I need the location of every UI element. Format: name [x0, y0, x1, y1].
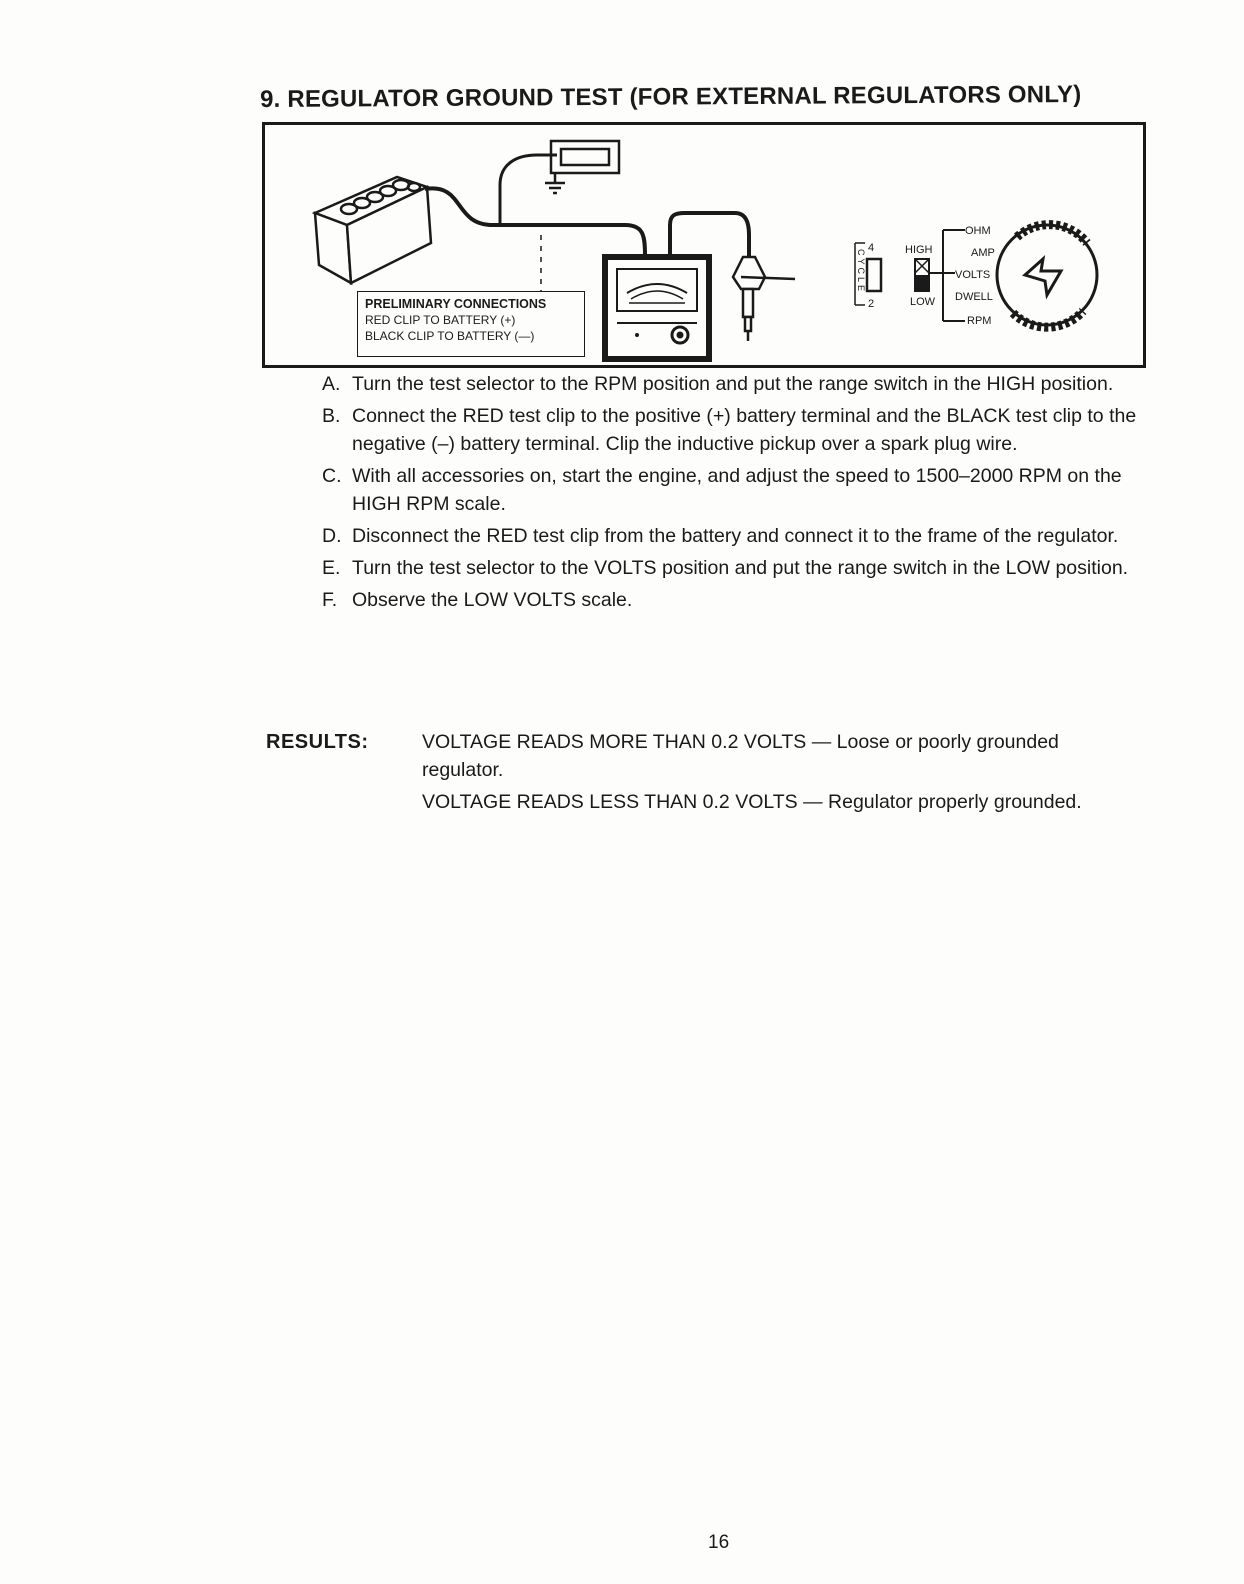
cycle-label: CYCLE: [856, 249, 866, 295]
step-letter: B.: [322, 405, 341, 427]
step-letter: A.: [322, 373, 341, 395]
step-text: Disconnect the RED test clip from the battery and connect it to the frame of the regulator.: [352, 525, 1119, 547]
step-d: [322, 522, 1142, 550]
step-letter: E.: [322, 557, 341, 579]
inductive-clamp-illustration: [733, 257, 795, 341]
tester-meter-illustration: [605, 257, 709, 359]
regulator-illustration: [545, 141, 619, 193]
battery-illustration: [315, 177, 431, 283]
step-letter: D.: [322, 525, 342, 547]
range-switch: [915, 259, 929, 291]
step-text: Turn the test selector to the RPM position and put the range switch in the HIGH position.: [352, 373, 1114, 395]
page-number: 16: [708, 1532, 730, 1553]
step-letter: C.: [322, 465, 342, 487]
preliminary-black-clip: BLACK CLIP TO BATTERY (—): [365, 329, 535, 343]
preliminary-red-clip: RED CLIP TO BATTERY (+): [365, 313, 516, 327]
step-a: [322, 370, 1142, 398]
result-grounded: VOLTAGE READS LESS THAN 0.2 VOLTS — Regulator properly grounded.: [422, 791, 1082, 813]
results-label: RESULTS:: [266, 731, 369, 753]
step-text: Connect the RED test clip to the positive (+) battery terminal and the BLACK test clip to the negative (–) battery terminal. Clip the inductive pickup over a spark plug wire.: [352, 405, 1137, 455]
selector-volts: VOLTS: [955, 269, 991, 281]
step-text: Turn the test selector to the VOLTS position and put the range switch in the LOW position.: [352, 557, 1129, 579]
range-low-label: LOW: [910, 296, 936, 308]
step-f: [322, 586, 1142, 614]
procedure-steps: [322, 370, 1142, 618]
selector-amp: AMP: [971, 247, 995, 259]
preliminary-heading: PRELIMINARY CONNECTIONS: [365, 297, 547, 311]
step-text: Observe the LOW VOLTS scale.: [352, 589, 633, 611]
step-text: With all accessories on, start the engine, and adjust the speed to 1500–2000 RPM on the HIGH RPM scale.: [352, 465, 1122, 515]
preliminary-connections-box: [357, 291, 585, 357]
cycle-bottom-label: 2: [868, 298, 875, 310]
section-title: 9. REGULATOR GROUND TEST (FOR EXTERNAL REGULATORS ONLY): [260, 80, 1082, 113]
selector-dwell: DWELL: [955, 291, 993, 303]
selector-ohm: OHM: [965, 225, 991, 237]
test-diagram: [262, 122, 1146, 368]
step-e: [322, 554, 1142, 582]
result-loose: VOLTAGE READS MORE THAN 0.2 VOLTS — Loose or poorly grounded regulator.: [422, 731, 1059, 781]
step-c: [322, 462, 1142, 518]
results-section: [266, 728, 1146, 820]
selector-knob: [997, 225, 1097, 328]
cycle-top-label: 4: [868, 242, 875, 254]
range-high-label: HIGH: [905, 244, 933, 256]
step-letter: F.: [322, 589, 338, 611]
selector-rpm: RPM: [967, 315, 992, 327]
step-b: [322, 402, 1142, 458]
